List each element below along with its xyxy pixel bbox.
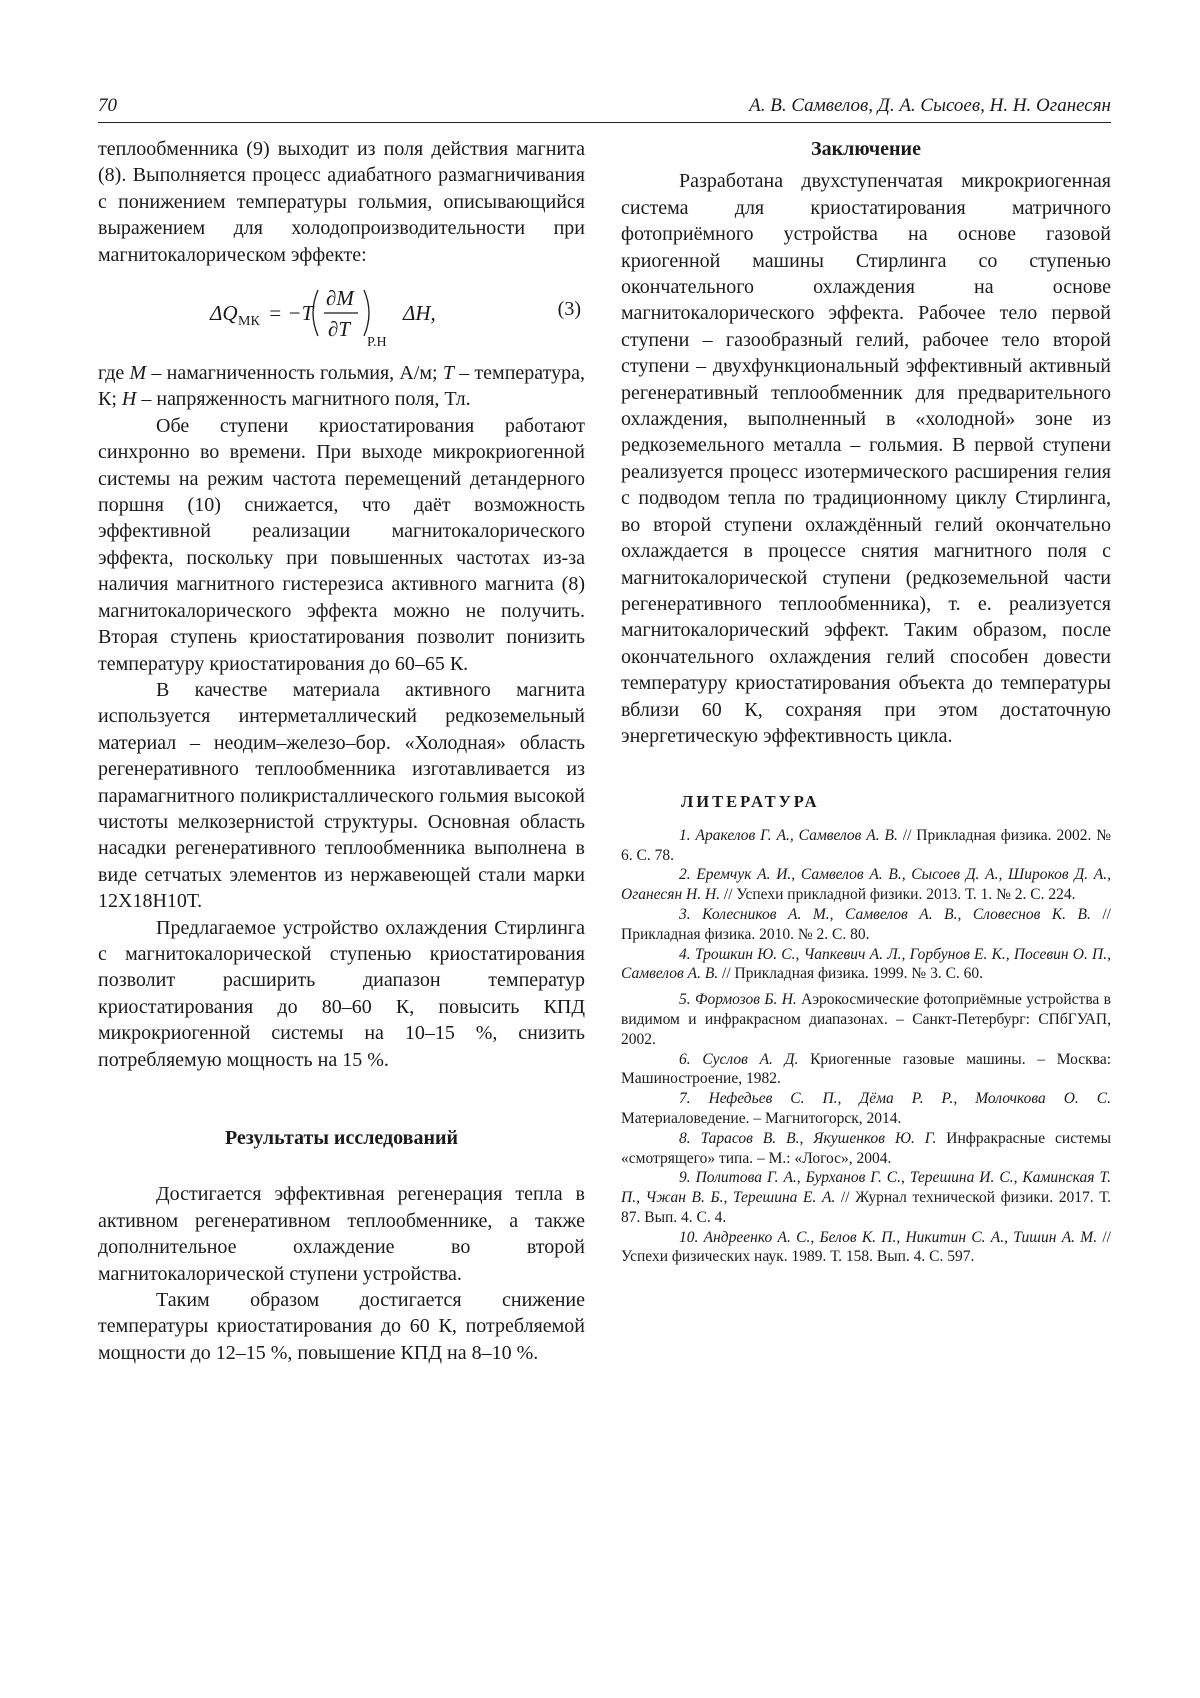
var-h: H (121, 388, 137, 411)
paragraph: Таким образом достигается снижение температуры криостатирования до 60 К, потребляемой мощности до 12–15 %, повышение КПД на 8–10 %. (98, 1289, 585, 1364)
running-header (98, 86, 1111, 123)
page-number: 70 (98, 95, 117, 116)
reference-item (621, 1168, 1111, 1227)
equation-3 (98, 268, 585, 360)
reference-authors: 10. Андреенко А. С., Белов К. П., Никитин С. А., Тишин А. М. (679, 1228, 1098, 1246)
reference-authors: 4. Трошкин Ю. С., Чапкевич А. Л., Горбунов Е. К., Посевин О. П., Самвелов А. В. (621, 945, 1111, 983)
reference-authors: 7. Нефедьев С. П., Дёма Р. Р., Молочкова О. С. (679, 1090, 1111, 1108)
reference-source: Материаловедение. – Магнитогорск, 2014. (621, 1109, 902, 1127)
section-title-conclusion: Заключение (811, 138, 921, 160)
reference-source: // Прикладная физика. 2002. № 6. С. 78. (621, 826, 1111, 864)
reference-source: Инфракрасные системы «смотрящего» типа. – М.: «Логос», 2004. (621, 1129, 1111, 1167)
reference-item (621, 1089, 1111, 1129)
reference-authors: 2. Еремчук А. И., Самвелов А. В., Сысоев Д. А., Широков Д. А., Оганесян Н. Н. (621, 866, 1111, 904)
reference-authors: 5. Формозов Б. Н. (679, 991, 797, 1009)
formula-lhs-subscript: МК (238, 314, 260, 330)
where-paragraph (98, 360, 585, 413)
section-title-results: Результаты исследований (224, 1127, 459, 1149)
references-title: ЛИТЕРАТУРА (681, 792, 820, 812)
reference-source: // Прикладная физика. 1999. № 3. С. 60. (718, 965, 984, 983)
reference-source: // Успехи физических наук. 1989. Т. 158. Вып. 4. С. 597. (621, 1228, 1111, 1266)
reference-item (621, 826, 1111, 866)
reference-authors: 8. Тарасов В. В., Якушенков Ю. Г. (679, 1129, 937, 1147)
references-list (621, 826, 1111, 1268)
where-text: – напряженность магнитного поля, Тл. (136, 388, 471, 411)
formula-rhs: ΔH, (403, 301, 436, 326)
paragraph: Разработана двухступенчатая микрокриогенная система для криостатирования матричного фотоприёмного устройства на основе газовой криогенной машины Стирлинга со ступенью окончательного охлаждения на основе магнитокалорического эффекта. Рабочее тело первой ступени – газообразный гелий, рабочее тело второй ступени – двухфункциональный эффективный активный регенеративный теплообменник для предварительного охлаждения, выполненный в «холодной» зоне из редкоземельного металла – гольмия. В первой ступени реализуется процесс изотермического расширения гелия с подводом тепла по традиционному циклу Стирлинга, во второй ступени охлаждённый гелий окончательно охлаждается в процессе снятия магнитного поля с магнитокалорической ступени (редкоземельной части регенеративного теплообменника), т. е. реализуется магнитокалорический эффект. Таким образом, после окончательного охлаждения гелий способен довести температуру криостатирования объекта до температуры вблизи 60 К, сохраняя при этом достаточную энергетическую эффективность цикла. (621, 170, 1111, 747)
paragraph: В качестве материала активного магнита используется интерметаллический редкоземельный материал – неодим–железо–бор. «Холодная» область регенеративного теплообменника изготавливается из парамагнитного поликристаллического гольмия высокой чистоты мелкозернистой структуры. Основная область насадки регенеративного теплообменника выполнена в виде сетчатых элементов из нержавеющей стали марки 12Х18Н10Т. (98, 678, 585, 913)
reference-authors: 6. Суслов А. Д. (679, 1050, 799, 1068)
var-t: T (442, 362, 454, 385)
formula-lhs: ΔQ (210, 301, 238, 326)
paragraph: Предлагаемое устройство охлаждения Стирлинга с магнитокалорической ступенью криостатирования позволит расширить диапазон температур криостатирования до 80–60 К, повысить КПД микрокриогенной системы на 10–15 %, снизить потребляемую мощность на 15 %. (98, 916, 585, 1071)
paragraph: теплообменника (9) выходит из поля действия магнита (8). Выполняется процесс адиабатного размагничивания с понижением температуры гольмия, описывающийся выражением для холодопроизводительности при магнитокалорическом эффекте: (98, 138, 585, 266)
reference-item (621, 905, 1111, 945)
paragraph: Достигается эффективная регенерация тепла в активном регенеративном теплообменнике, а также дополнительное охлаждение во второй магнитокалорической ступени устройства. (98, 1183, 585, 1285)
equation-number: (3) (557, 298, 581, 321)
right-paren (364, 290, 369, 336)
formula-equals: = −T (268, 301, 314, 326)
reference-item (621, 990, 1111, 1049)
where-text: – температура, К; (98, 362, 585, 411)
reference-source: // Успехи прикладной физики. 2013. Т. 1. № 2. С. 224. (720, 886, 1076, 904)
reference-source: Аэрокосмические фотоприёмные устройства в видимом и инфракрасном диапазонах. – Санкт-Петербург: СПбГУАП, 2002. (621, 991, 1111, 1048)
reference-source: Криогенные газовые машины. – Москва: Машиностроение, 1982. (621, 1050, 1111, 1088)
formula-numerator: ∂M (326, 286, 354, 311)
where-text: где (98, 362, 130, 385)
left-paren (313, 290, 318, 336)
reference-item (621, 945, 1111, 985)
formula-subscript: Р.Н (367, 335, 387, 351)
where-text: – намагниченность гольмия, А/м; (146, 362, 443, 385)
reference-authors: 1. Аракелов Г. А., Самвелов А. В. (679, 826, 898, 844)
reference-item (621, 1228, 1111, 1268)
right-column (621, 136, 1111, 1267)
paragraph: Обе ступени криостатирования работают синхронно во времени. При выходе микрокриогенной системы на режим частота перемещений детандерного поршня (10) снижается, что даёт возможность эффективной реализации магнитокалорического эффекта, поскольку при повышенных частотах из-за наличия магнитного гистерезиса активного магнита (8) магнитокалорического эффекта можно не получить. Вторая ступень криостатирования позволит понизить температуру криостатирования до 60–65 К. (98, 414, 585, 675)
reference-item (621, 865, 1111, 905)
reference-item (621, 1050, 1111, 1090)
formula-denominator: ∂T (328, 317, 351, 342)
reference-source: // Прикладная физика. 2010. № 2. С. 80. (621, 905, 1111, 943)
reference-authors: 3. Колесников А. М., Самвелов А. В., Словеснов К. В. (679, 905, 1091, 923)
reference-authors: 9. Политова Г. А., Бурханов Г. С., Терешина И. С., Каминская Т. П., Чжан В. Б., Терешина Е. А. (621, 1169, 1111, 1207)
reference-item (621, 1129, 1111, 1169)
left-column (98, 136, 585, 1366)
running-header-authors: А. В. Самвелов, Д. А. Сысоев, Н. Н. Оганесян (749, 95, 1111, 116)
reference-source: // Журнал технической физики. 2017. Т. 87. Вып. 4. С. 4. (621, 1189, 1111, 1226)
var-m: M (129, 362, 147, 385)
